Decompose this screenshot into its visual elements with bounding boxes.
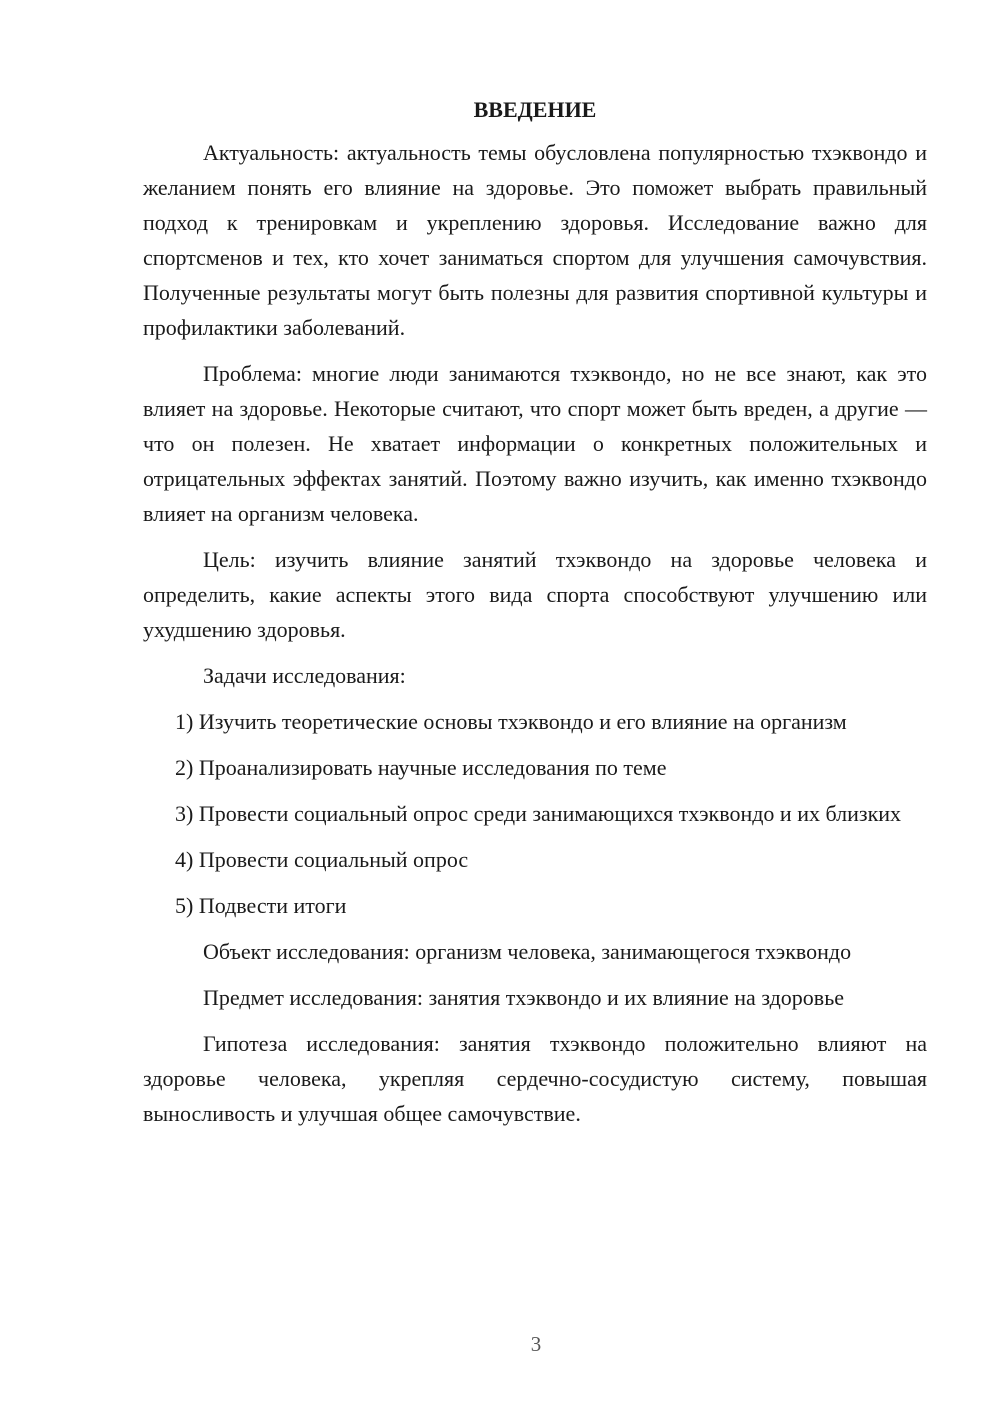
relevance-paragraph: Актуальность: актуальность темы обусловлена популярностью тхэквондо и желанием понять его влияние на здоровье. Это поможет выбрать правильный подход к тренировкам и укреплению здоровья. Исследование важно для спортсменов и тех, кто хочет заниматься спортом для улучшения самочувствия. Полученные результаты могут быть полезны для развития спортивной культуры и профилактики заболеваний. — [143, 140, 927, 340]
page-number: 3 — [530, 1332, 542, 1356]
list-item: 4) Провести социальный опрос — [175, 847, 469, 872]
document-body — [143, 92, 927, 1142]
goal-paragraph: Цель: изучить влияние занятий тхэквондо на здоровье человека и определить, какие аспекты этого вида спорта способствуют улучшению или ухудшению здоровья. — [143, 547, 927, 642]
list-item: 2) Проанализировать научные исследования по теме — [175, 755, 667, 780]
tasks-heading: Задачи исследования: — [203, 663, 406, 688]
list-item: 5) Подвести итоги — [175, 893, 347, 918]
list-item: 3) Провести социальный опрос среди занимающихся тхэквондо и их близких — [175, 801, 902, 826]
problem-paragraph: Проблема: многие люди занимаются тхэквондо, но не все знают, как это влияет на здоровье. Некоторые считают, что спорт может быть вреден, а другие — что он полезен. Не хватает информации о конкретных положительных и отрицательных эффектах занятий. Поэтому важно изучить, как именно тхэквондо влияет на организм человека. — [143, 361, 927, 526]
list-item: 1) Изучить теоретические основы тхэквондо и его влияние на организм — [175, 709, 847, 734]
object-paragraph: Объект исследования: организм человека, занимающегося тхэквондо — [203, 939, 852, 964]
subject-paragraph: Предмет исследования: занятия тхэквондо и их влияние на здоровье — [203, 985, 844, 1010]
hypothesis-paragraph: Гипотеза исследования: занятия тхэквондо положительно влияют на здоровье человека, укрепляя сердечно-сосудистую систему, повышая выносливость и улучшая общее самочувствие. — [143, 1031, 927, 1126]
tasks-list — [143, 704, 927, 923]
page-title: ВВЕДЕНИЕ — [473, 97, 597, 122]
